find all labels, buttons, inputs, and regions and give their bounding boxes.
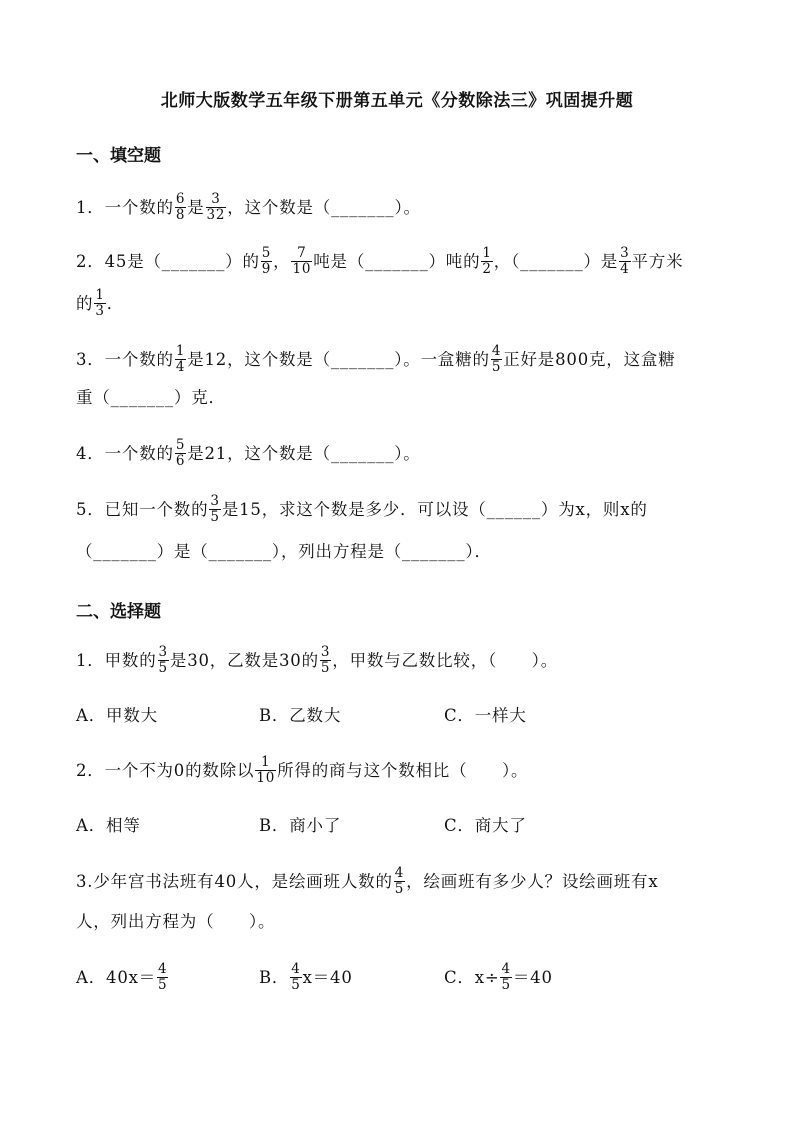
- fraction: [500, 960, 511, 993]
- question-text: 重（_______）克．: [76, 388, 226, 407]
- fraction: [320, 643, 331, 676]
- fraction: [481, 244, 492, 277]
- question-text: 是30，乙数是30的: [169, 651, 319, 670]
- question-text: 一个不为0的数除以: [104, 761, 255, 780]
- question-number: 1．: [76, 198, 105, 217]
- section-heading-multiple-choice: 二、选择题: [76, 602, 161, 622]
- question-text: ，绘画班有多少人？设绘画班有x: [406, 872, 659, 891]
- fraction-denominator: 5: [158, 977, 168, 993]
- question-text: 所得的商与这个数相比（ ）。: [277, 761, 529, 780]
- fraction-numerator: 1: [482, 244, 492, 261]
- question-text: 是21，这个数是（_______）。: [187, 444, 421, 463]
- question-1-4: [76, 434, 421, 474]
- question-text: ，甲数与乙数比较，（ ）。: [332, 651, 558, 670]
- option-a: A．相等: [76, 816, 141, 835]
- fraction-denominator: 5: [320, 660, 331, 676]
- fraction-denominator: 4: [175, 359, 186, 375]
- fraction-numerator: 4: [291, 960, 301, 977]
- fraction-denominator: 10: [292, 261, 312, 277]
- fraction: [209, 492, 220, 525]
- question-text: 45是（_______）的: [104, 252, 260, 271]
- fraction-denominator: 5: [501, 977, 511, 993]
- fraction-numerator: 7: [291, 247, 312, 263]
- fraction-denominator: 5: [210, 509, 220, 525]
- fraction-numerator: 4: [158, 960, 168, 977]
- question-1-5-continued: [76, 532, 492, 572]
- option-text: B．: [259, 968, 290, 987]
- fraction-denominator: 6: [175, 453, 186, 469]
- fraction-denominator: 8: [175, 207, 186, 223]
- fraction-denominator: 5: [291, 977, 301, 993]
- question-text: 是15，求这个数是多少．可以设（______）为x，则x的: [221, 500, 648, 519]
- option-text: ＝40: [512, 968, 553, 987]
- question-text: 的: [76, 294, 94, 313]
- question-number: 3.: [76, 872, 94, 891]
- fraction-denominator: 4: [620, 261, 630, 277]
- option-text: A．40x＝: [76, 968, 157, 987]
- question-text: 一个数的: [104, 350, 174, 369]
- fraction-numerator: 4: [394, 864, 405, 881]
- question-1-2: [76, 242, 683, 282]
- fraction-denominator: 5: [158, 660, 168, 676]
- question-text: 人，列出方程为（ ）。: [76, 912, 276, 931]
- fraction-numerator: 3: [158, 643, 168, 660]
- question-number: 2．: [76, 252, 105, 271]
- question-number: 3．: [76, 350, 105, 369]
- fraction: [255, 753, 276, 786]
- question-2-3: [76, 862, 658, 902]
- question-text: 平方米: [631, 252, 684, 271]
- fraction-numerator: 1: [255, 756, 276, 772]
- question-text: 一个数的: [104, 444, 174, 463]
- fraction: [94, 286, 105, 319]
- fraction-numerator: 3: [206, 193, 227, 209]
- fraction-denominator: 5: [491, 359, 502, 375]
- page-title: 北师大版数学五年级下册第五单元《分数除法三》巩固提升题: [160, 91, 634, 111]
- option-b: B．商小了: [259, 816, 342, 835]
- option-c: [444, 958, 553, 998]
- question-number: 1．: [76, 651, 105, 670]
- fraction-denominator: 2: [482, 261, 492, 277]
- option-b: B．乙数大: [259, 706, 342, 725]
- fraction-denominator: 5: [394, 881, 405, 897]
- question-number: 5．: [76, 500, 105, 519]
- fraction-numerator: 1: [95, 286, 105, 303]
- option-b: [259, 958, 353, 998]
- fraction-numerator: 3: [210, 492, 220, 509]
- fraction-denominator: 9: [261, 261, 272, 277]
- fraction: [158, 643, 169, 676]
- question-2-2: [76, 751, 528, 791]
- option-text: C．x÷: [444, 968, 500, 987]
- fraction-denominator: 32: [206, 207, 226, 223]
- fraction-numerator: 5: [175, 436, 186, 453]
- question-text: ，: [273, 252, 291, 271]
- question-text: 是12，这个数是（_______）。一盒糖的: [187, 350, 490, 369]
- fraction: [206, 190, 227, 223]
- question-2-1: [76, 641, 558, 681]
- question-text: ．: [106, 294, 125, 313]
- option-a: [76, 958, 169, 998]
- question-text: 吨是（_______）吨的: [313, 252, 481, 271]
- fraction-numerator: 5: [261, 244, 272, 261]
- fraction: [394, 864, 405, 897]
- fraction: [175, 342, 186, 375]
- question-text: 已知一个数的: [104, 500, 209, 519]
- question-number: 2．: [76, 761, 105, 780]
- fraction-denominator: 10: [256, 770, 276, 786]
- question-1-3-continued: [76, 378, 226, 418]
- fraction: [175, 190, 186, 223]
- fraction-denominator: 3: [95, 303, 105, 319]
- question-1-3: [76, 340, 676, 380]
- fraction: [619, 244, 630, 277]
- fraction: [175, 436, 186, 469]
- question-text: ，这个数是（_______）。: [227, 198, 421, 217]
- fraction: [261, 244, 272, 277]
- question-text: 正好是800克，这盒糖: [503, 350, 676, 369]
- fraction: [290, 960, 301, 993]
- option-text: x＝40: [302, 968, 353, 987]
- question-text: 甲数的: [104, 651, 157, 670]
- question-number: 4．: [76, 444, 105, 463]
- question-text: ，（_______）是: [493, 252, 619, 271]
- question-1-2-continued: [76, 284, 124, 324]
- fraction-numerator: 3: [320, 643, 331, 660]
- fraction-numerator: 4: [501, 960, 511, 977]
- question-1-5: [76, 490, 648, 530]
- fraction: [291, 244, 312, 277]
- fraction: [491, 342, 502, 375]
- section-heading-fill-in: 一、填空题: [76, 146, 161, 166]
- question-text: 一个数的: [104, 198, 174, 217]
- fraction-numerator: 1: [175, 342, 186, 359]
- option-c: C．商大了: [444, 816, 527, 835]
- question-text: （_______）是（_______），列出方程是（_______）．: [76, 542, 492, 561]
- question-2-3-continued: [76, 902, 275, 942]
- question-1-1: [76, 188, 421, 228]
- fraction-numerator: 4: [491, 342, 502, 359]
- question-text: 少年宫书法班有40人，是绘画班人数的: [93, 872, 393, 891]
- option-a: A．甲数大: [76, 706, 158, 725]
- fraction-numerator: 6: [175, 190, 186, 207]
- option-c: C．一样大: [444, 706, 527, 725]
- question-text: 是: [187, 198, 205, 217]
- fraction: [157, 960, 168, 993]
- fraction-numerator: 3: [620, 244, 630, 261]
